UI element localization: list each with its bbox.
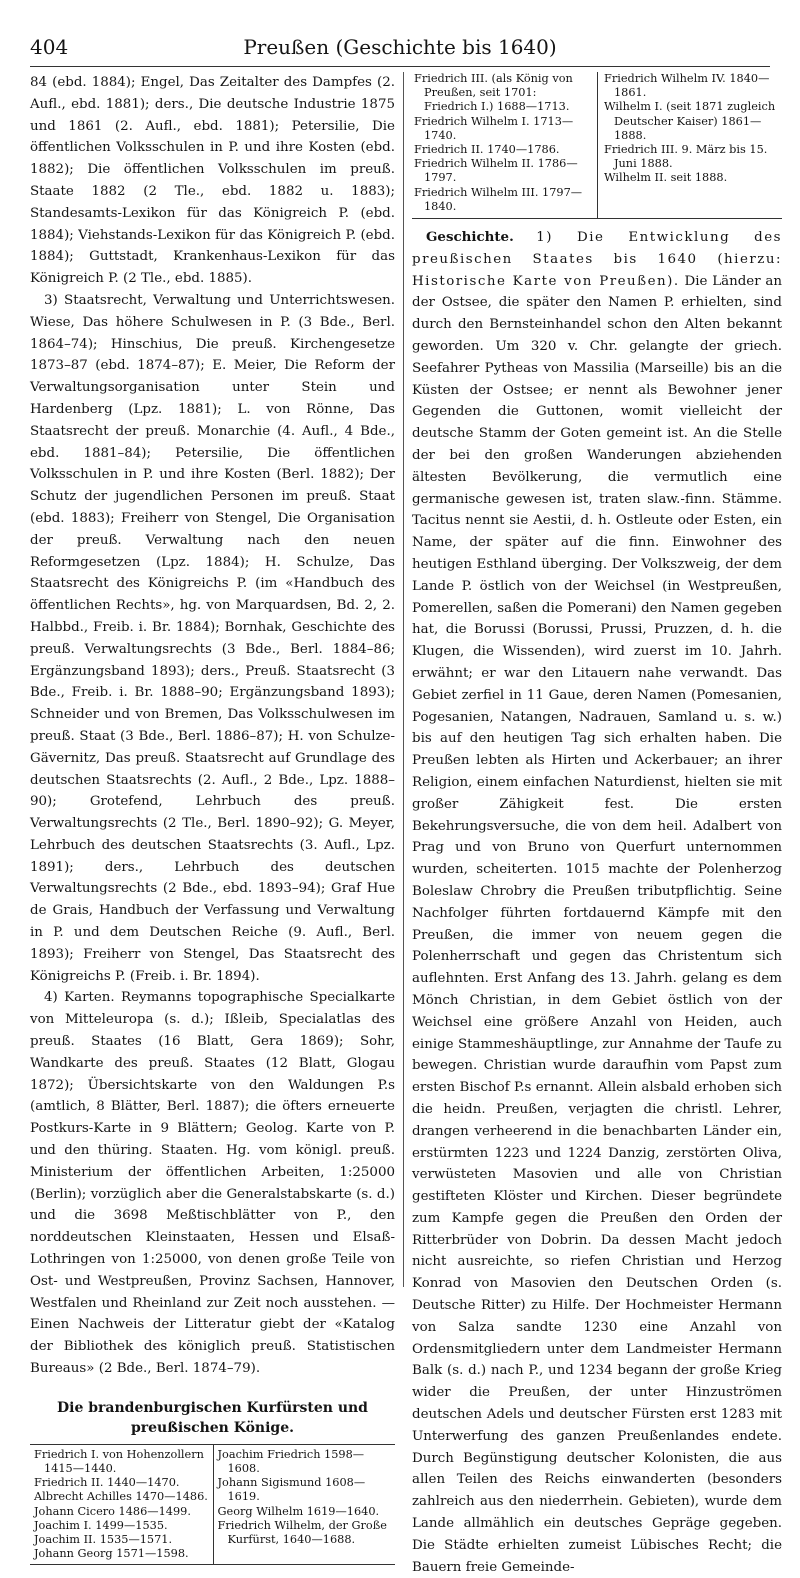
history-paragraph: Die Länder an der Ostsee, die später den Namen P. erhielten, sind durch den Bernsteinhandel schon den Alten bekannt geworden. Um 320 v. Chr. gelangte der griech. Seefahrer Pytheas von Massilia (Marseille) bis an die Küsten der Ostsee; er nennt als Bewohner jener Gegenden die Guttonen, womit vielleicht der deutsche Stamm der Goten gemeint ist. An die Stelle der bei den großen Wanderungen abziehenden ältesten Bevölkerung, die vermutlich eine germanische gewesen ist, traten slaw.-finn. Stämme. Tacitus nennt sie Aestii, d. h. Ostleute oder Esten, ein Name, der später auf die finn. Einwohner des heutigen Esthland überging. Der Volkszweig, der dem Lande P. östlich von der Weichsel (in Westpreußen, Pomerellen, saßen die Pomerani) den Namen gegeben hat, die Borussi (Borussi, Prussi, Pruzzen, d. h. die Klugen, die Wissenden), wird zuerst im 10. Jahrh. erwähnt; er war den Litauern nahe verwandt. Das Gebiet zerfiel in 11 Gaue, deren Namen (Pomesanien, Pogesanien, Natangen, Nadrauen, Samland u. s. w.) bis auf den heutigen Tag sich erhalten haben. Die Preußen lebten als Hirten und Ackerbauer; an ihrer Religion, einem einfachen Naturdienst, hielten sie mit großer Zähigkeit fest. Die ersten Bekehrungsversuche, die von dem heil. Adalbert von Prag und von Bruno von Querfurt unternommen wurden, scheiterten. 1015 machte der Polenherzog Boleslaw Chrobry die Preußen tributpflichtig. Seine Nachfolger führten fortdauernd Kämpfe mit den Preußen, die immer von neuem gegen die Polenherrschaft und gegen das Christentum sich auflehnten. Erst Anfang des 13. Jahrh. gelang es dem Mönch Christian, in dem Gebiet östlich von der Weichsel eine größere Anzahl von Heiden, auch einige Stammeshäuptlinge, zur Annahme der Taufe zu bewegen. Christian wurde daraufhin vom Papst zum ersten Bischof P.s ernannt. Allein alsbald erhoben sich die heidn. Preußen, verjagten die christl. Lehrer, drangen verheerend in die benachbarten Länder ein, erstürmten 1223 und 1224 Danzig, zerstörten Oliva, verwüsteten Masovien und alle von Christian gestifteten Klöster und Kirchen. Dieser begründete zum Kampfe gegen die Preußen den Orden der Ritterbrüder von Dobrin. Da dessen Macht jedoch nicht ausreichte, so riefen Christian und Herzog Konrad von Masovien den Deutschen Orden (s. Deutsche Ritter) zu Hilfe. Der Hochmeister Hermann von Salza sandte 1230 eine Anzahl von Ordensmitgliedern unter dem Landmeister Hermann Balk (s. d.) nach P., und 1234 begann der große Krieg wider die Preußen, der unter Hinzuströmen deutschen Adels und deutscher Fürsten erst 1283 mit Unterwerfung des ganzen Preußenlandes endete. Durch Begünstigung deutscher Kolonisten, die aus allen Teilen des Reichs einwanderten (besonders zahlreich aus den niederrhein. Gebieten), wurde dem Lande allmählich ein deutsches Gepräge gegeben. Die Städte erhielten zumeist Lübisches Recht; die Bauern freie Gemeinde- bbox=[412, 273, 782, 1575]
ruler-entry: Johann Cicero 1486—1499. bbox=[34, 1504, 191, 1518]
rulers-table-column bbox=[30, 1445, 213, 1565]
ruler-entry: Friedrich Wilhelm I. 1713—1740. bbox=[414, 114, 574, 142]
column-divider bbox=[403, 72, 404, 1287]
running-title: Preußen (Geschichte bis 1640) bbox=[243, 35, 557, 59]
ruler-entry: Friedrich Wilhelm IV. 1840—1861. bbox=[604, 72, 770, 100]
ruler-entry: Friedrich III. (als König von Preußen, seit 1701: Friedrich I.) 1688—1713. bbox=[414, 72, 573, 114]
rulers-table-column bbox=[412, 72, 597, 218]
ruler-entry: Johann Sigismund 1608—1619. bbox=[217, 1476, 366, 1504]
ruler-entry: Johann Georg 1571—1598. bbox=[34, 1547, 189, 1561]
ruler-entry: Friedrich Wilhelm III. 1797—1840. bbox=[414, 185, 583, 213]
rulers-table-continued bbox=[412, 72, 782, 219]
bibliography-paragraph: 84 (ebd. 1884); Engel, Das Zeitalter des Dampfes (2. Aufl., ebd. 1881); ders., Die deutsche Industrie 1875 und 1861 (2. Aufl., ebd. 1881); Petersilie, Die öffentlichen Volksschulen in P. und ihre Kosten (ebd. 1882); Die öffentlichen Volksschulen im preuß. Staate 1882 (2 Tle., ebd. 1882 u. 1883); Standesamts-Lexikon für das Königreich P. (ebd. 1884); Viehstands-Lexikon für das Königreich P. (ebd. 1884); Guttstadt, Krankenhaus-Lexikon für das Königreich P. (2 Tle., ebd. 1885). bbox=[30, 75, 395, 287]
section-heading: 1) Die Entwicklung des preußischen Staates bis 1640 (hierzu: Historische Karte von Preußen). bbox=[412, 230, 782, 289]
section-lead: Geschichte. bbox=[426, 229, 514, 246]
bibliography-paragraph: 3) Staatsrecht, Verwaltung und Unterrichtswesen. Wiese, Das höhere Schulwesen in P. (3 Bde., Berl. 1864–74); Hinschius, Die preuß. Kirchengesetze 1873–87 (ebd. 1874–87); E. Meier, Die Reform der Verwaltungsorganisation unter Stein und Hardenberg (Lpz. 1881); L. von Rönne, Das Staatsrecht der preuß. Monarchie (4. Aufl., 4 Bde., ebd. 1881–84); Petersilie, Die öffentlichen Volksschulen in P. und ihre Kosten (Berl. 1882); Der Schutz der jugendlichen Personen im preuß. Staat (ebd. 1883); Freiherr von Stengel, Die Organisation der preuß. Verwaltung nach den neuen Reformgesetzen (Lpz. 1884); H. Schulze, Das Staatsrecht des Königreichs P. (im «Handbuch des öffentlichen Rechts», hg. von Marquardsen, Bd. 2, 2. Halbbd., Freib. i. Br. 1884); Bornhak, Geschichte des preuß. Verwaltungsrechts (3 Bde., Berl. 1884–86; Ergänzungsband 1893); ders., Preuß. Staatsrecht (3 Bde., Freib. i. Br. 1888–90; Ergänzungsband 1893); Schneider und von Bremen, Das Volksschulwesen im preuß. Staat (3 Bde., Berl. 1886–87); H. von Schulze-Gävernitz, Das preuß. Staatsrecht auf Grundlage des deutschen Staatsrechts (2. Aufl., 2 Bde., Lpz. 1888–90); Grotefend, Lehrbuch des preuß. Verwaltungsrechts (2 Tle., Berl. 1890–92); G. Meyer, Lehrbuch des deutschen Staatsrechts (3. Aufl., Lpz. 1891); ders., Lehrbuch des deutschen Verwaltungsrechts (2 Bde., ebd. 1893–94); Graf Hue de Grais, Handbuch der Verfassung und Verwaltung in P. und dem Deutschen Reiche (9. Aufl., Berl. 1893); Freiherr von Stengel, Das Staatsrecht des Königreichs P. (Freib. i. Br. 1894). bbox=[30, 292, 395, 984]
ruler-entry: Joachim II. 1535—1571. bbox=[34, 1533, 173, 1547]
rulers-table-column bbox=[597, 72, 782, 218]
rulers-table-column bbox=[213, 1445, 396, 1565]
page-number: 404 bbox=[30, 35, 69, 59]
bibliography-paragraph: 4) Karten. Reymanns topographische Specialkarte von Mitteleuropa (s. d.); Ißleib, Specialatlas des preuß. Staates (16 Blatt, Gera 1869); Sohr, Wandkarte des preuß. Staates (12 Blatt, Glogau 1872); Übersichtskarte von den Waldungen P.s (amtlich, 8 Blätter, Berl. 1887); die öfters erneuerte Postkurs-Karte in 9 Blättern; Geolog. Karte von P. und den thüring. Staaten. Hg. vom königl. preuß. Ministerium der öffentlichen Arbeiten, 1:25000 (Berlin); vorzüglich aber die Generalstabskarte (s. d.) und die 3698 Meßtischblätter von P., den norddeutschen Kleinstaaten, Hessen und Elsaß-Lothringen von 1:25000, von denen große Teile von Ost- und Westpreußen, Provinz Sachsen, Hannover, Westfalen und Rheinland zur Zeit noch ausstehen. — Einen Nachweis der Litteratur giebt der «Katalog der Bibliothek des königlich preuß. Statistischen Bureaus» (2 Bde., Berl. 1874–79). bbox=[30, 990, 395, 1377]
ruler-entry: Georg Wilhelm 1619—1640. bbox=[217, 1504, 380, 1518]
ruler-entry: Friedrich III. 9. März bis 15. Juni 1888. bbox=[604, 143, 768, 171]
header-rule bbox=[30, 66, 770, 67]
ruler-entry: Friedrich II. 1740—1786. bbox=[414, 143, 560, 157]
ruler-entry: Friedrich II. 1440—1470. bbox=[34, 1476, 180, 1490]
left-column bbox=[30, 72, 395, 1561]
page-header bbox=[30, 32, 770, 62]
rulers-table-title: Die brandenburgischen Kurfürsten und preußischen Könige. bbox=[57, 1399, 368, 1436]
history-section bbox=[412, 227, 782, 1578]
rulers-table bbox=[30, 1444, 395, 1566]
right-column bbox=[412, 72, 782, 1575]
ruler-entry: Friedrich I. von Hohenzollern 1415—1440. bbox=[34, 1447, 204, 1476]
ruler-entry: Albrecht Achilles 1470—1486. bbox=[34, 1490, 208, 1504]
ruler-entry: Wilhelm I. (seit 1871 zugleich Deutscher Kaiser) 1861—1888. bbox=[604, 100, 776, 142]
ruler-entry: Wilhelm II. seit 1888. bbox=[604, 171, 728, 185]
ruler-entry: Friedrich Wilhelm II. 1786—1797. bbox=[414, 157, 578, 185]
ruler-entry: Joachim I. 1499—1535. bbox=[34, 1518, 168, 1532]
ruler-entry: Friedrich Wilhelm, der Große Kurfürst, 1640—1688. bbox=[217, 1518, 387, 1547]
ruler-entry: Joachim Friedrich 1598—1608. bbox=[217, 1447, 365, 1476]
